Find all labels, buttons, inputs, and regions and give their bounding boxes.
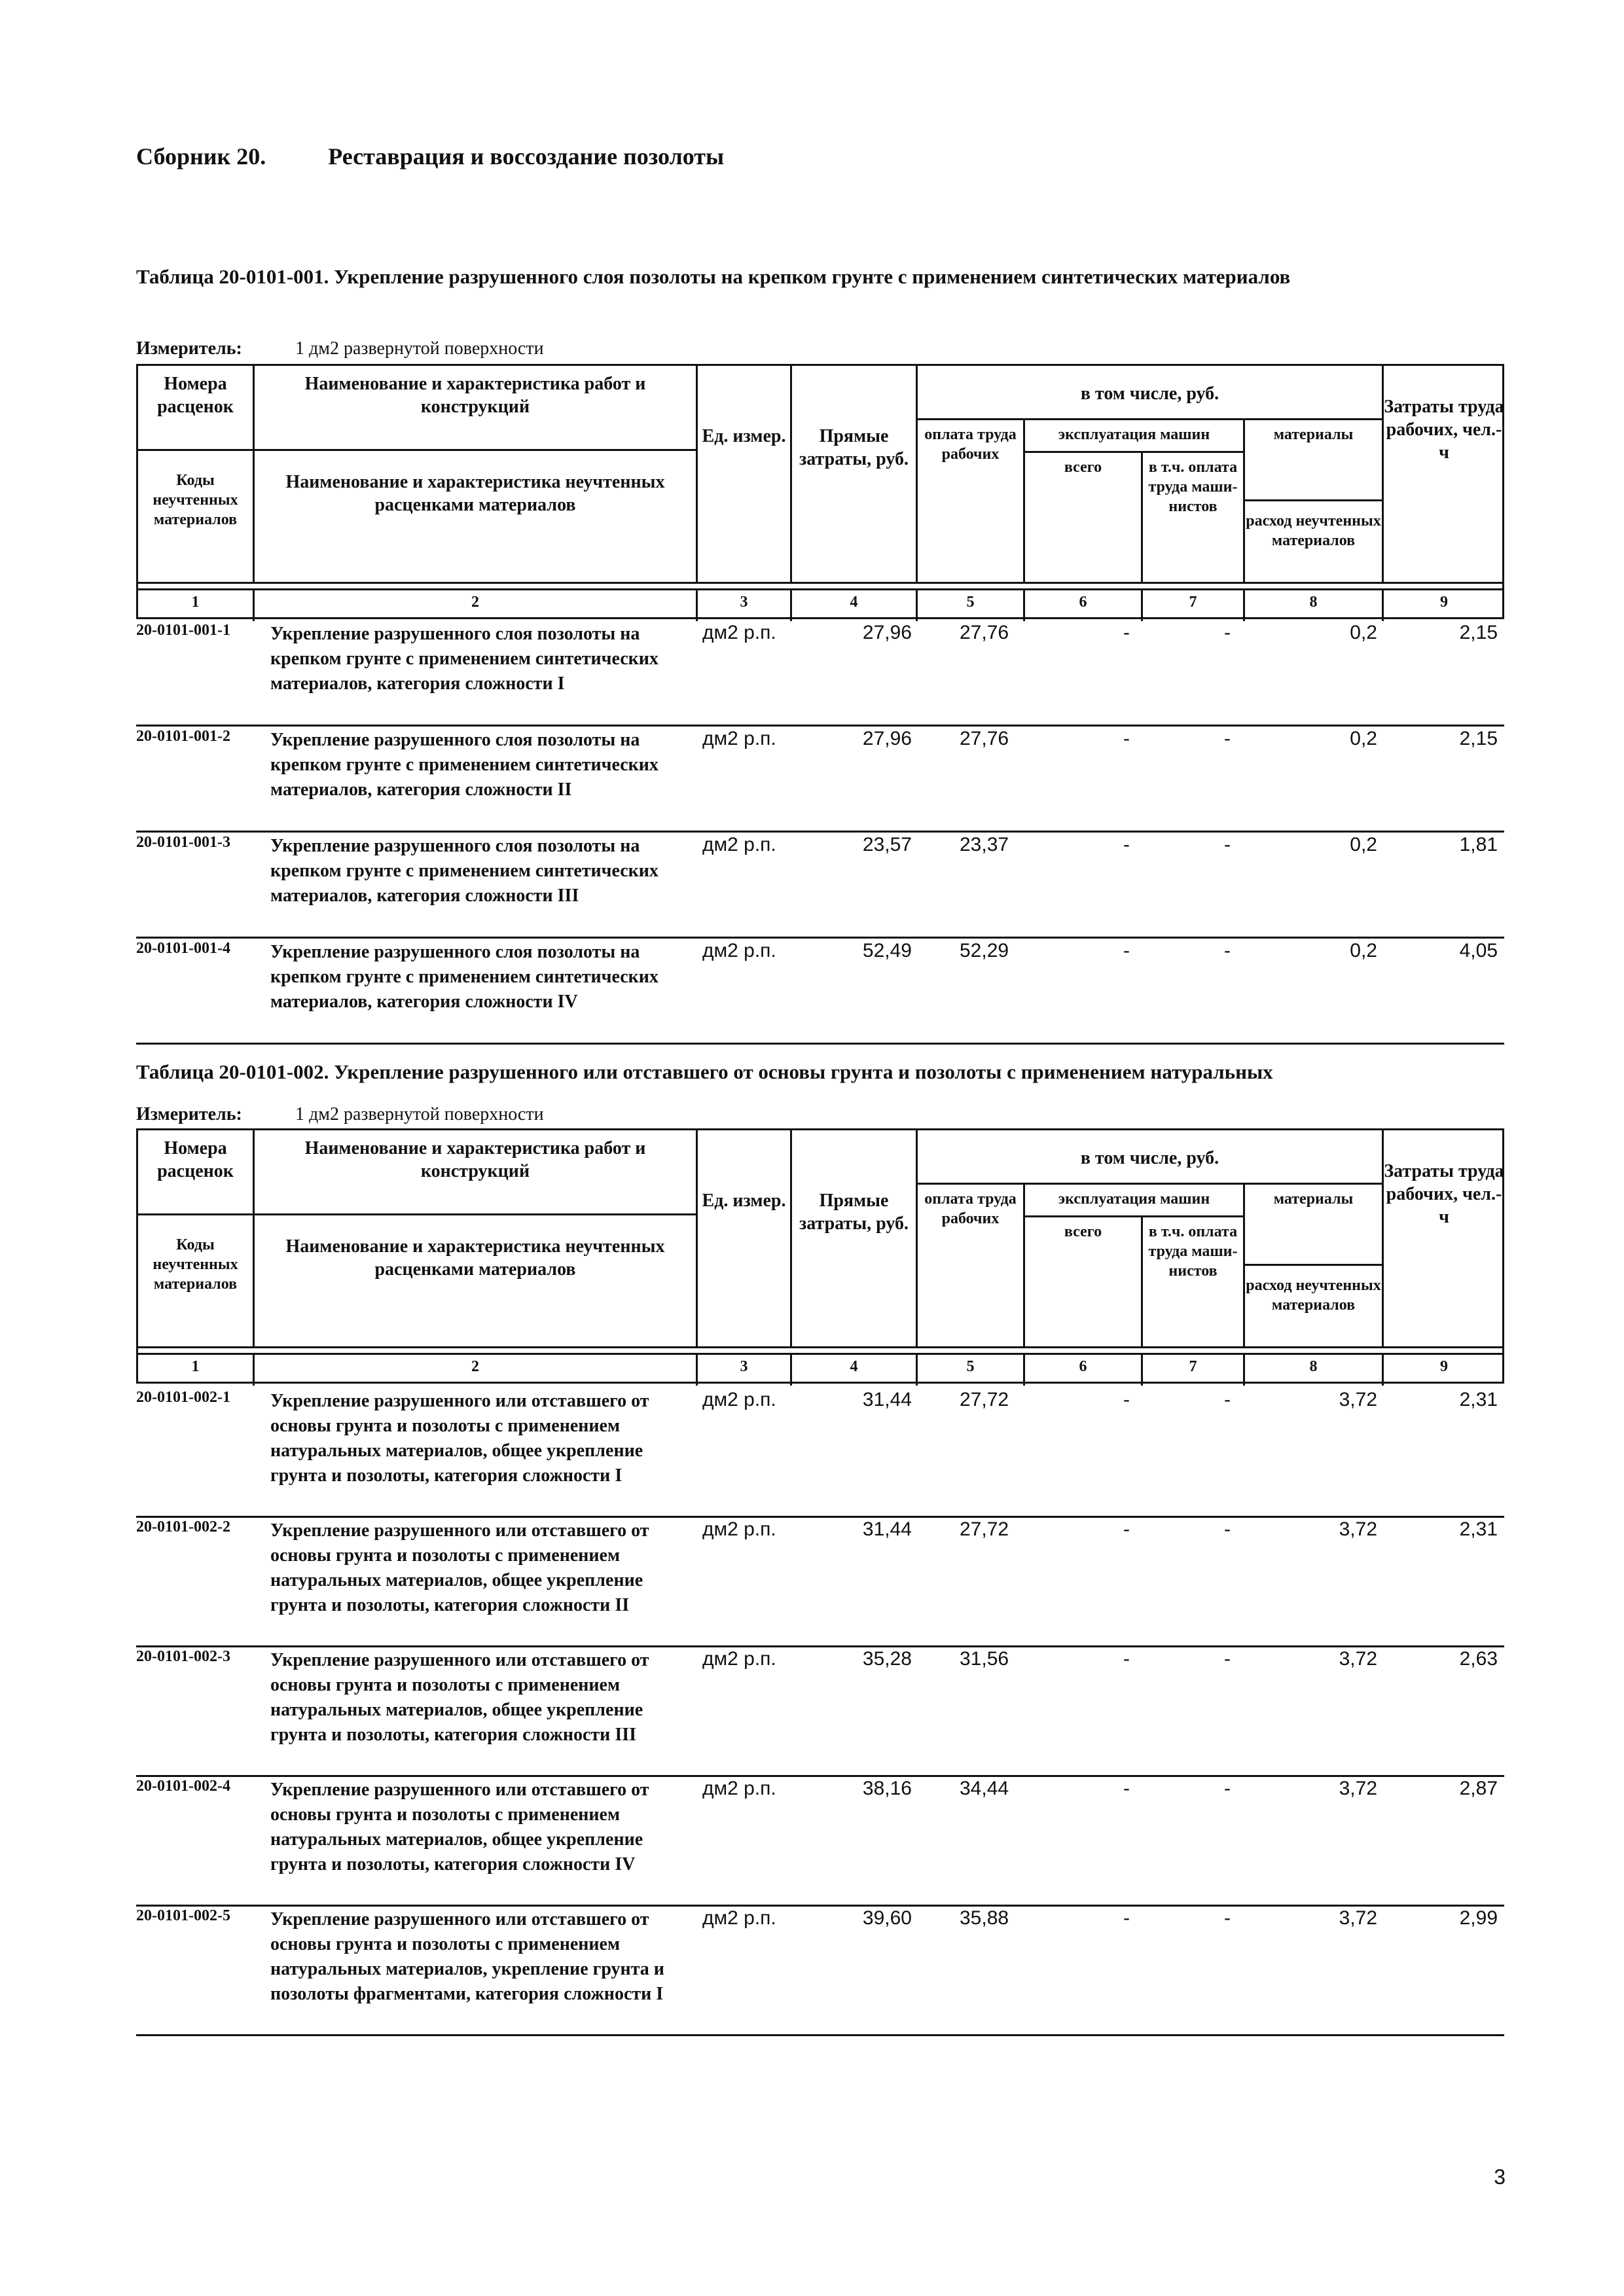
rate-materials: 0,2 [1350, 834, 1377, 855]
column-number: 2 [471, 1358, 479, 1375]
header-direct-costs: Прямые затраты, руб. [799, 426, 909, 469]
table-caption: Таблица 20-0101-002. Укрепление разрушенного или отставшего от основы грунта и позолоты с применением натуральных [136, 1060, 1273, 1083]
header-unaccounted-materials: расход неучтенных материалов [1246, 512, 1381, 549]
header-machine-operation: эксплуатация машин [1058, 426, 1210, 443]
column-number: 2 [471, 594, 479, 611]
column-number: 1 [191, 1358, 200, 1375]
rate-worker-pay: 23,37 [960, 834, 1009, 855]
table-row [136, 622, 1504, 728]
rate-name: Укрепление разрушенного слоя позолоты на крепком грунте с применением синтетических материалов, категория сложности IV [270, 942, 659, 1012]
header-unaccounted-materials: расход неучтенных материалов [1246, 1277, 1381, 1314]
header-unit: Ед. измер. [702, 426, 786, 446]
rate-worker-pay: 27,76 [960, 622, 1009, 643]
rate-machinist-pay: - [1224, 622, 1231, 643]
rate-labor-hours: 4,05 [1459, 940, 1498, 961]
rate-labor-hours: 2,87 [1459, 1778, 1498, 1799]
rate-worker-pay: 27,76 [960, 728, 1009, 749]
table-caption: Таблица 20-0101-001. Укрепление разрушенного слоя позолоты на крепком грунте с применением синтетических материалов [136, 265, 1291, 288]
rate-machine-total: - [1123, 1518, 1130, 1540]
header-material-codes: Коды неучтенных материалов [153, 1236, 238, 1293]
rate-name: Укрепление разрушенного или отставшего от основы грунта и позолоты с применением натуральных материалов, общее укрепление грунта и позолоты, категория сложности IV [270, 1780, 649, 1874]
rate-code: 20-0101-001-2 [136, 728, 230, 745]
rate-code: 20-0101-001-1 [136, 622, 230, 639]
header-rate-numbers: Номера расценок [157, 374, 234, 417]
rate-worker-pay: 34,44 [960, 1778, 1009, 1799]
rate-materials: 0,2 [1350, 622, 1377, 643]
rate-materials: 3,72 [1339, 1518, 1377, 1540]
header-labor-hours: Затраты труда рабочих, чел.-ч [1384, 397, 1504, 463]
rate-machinist-pay: - [1224, 1778, 1231, 1799]
measure-value: 1 дм2 развернутой поверхности [295, 1104, 544, 1124]
column-number: 4 [850, 594, 858, 611]
column-number: 7 [1189, 594, 1197, 611]
rate-materials: 3,72 [1339, 1389, 1377, 1410]
header-worker-pay: оплата труда рабочих [924, 1191, 1017, 1227]
rate-materials: 3,72 [1339, 1907, 1377, 1929]
rate-direct-costs: 31,44 [862, 1518, 912, 1540]
rate-machine-total: - [1123, 834, 1130, 855]
header-direct-costs: Прямые затраты, руб. [799, 1191, 909, 1234]
rate-labor-hours: 1,81 [1459, 834, 1498, 855]
column-number: 8 [1309, 594, 1318, 611]
rate-code: 20-0101-002-3 [136, 1648, 230, 1665]
column-number: 4 [850, 1358, 858, 1375]
rate-code: 20-0101-002-2 [136, 1518, 230, 1535]
header-including: в том числе, руб. [1080, 1148, 1219, 1168]
rate-labor-hours: 2,99 [1459, 1907, 1498, 1929]
rate-materials: 0,2 [1350, 940, 1377, 961]
header-machine-total: всего [1064, 1223, 1102, 1240]
rate-direct-costs: 39,60 [862, 1907, 912, 1929]
rate-labor-hours: 2,15 [1459, 622, 1498, 643]
column-number: 5 [966, 594, 975, 611]
rate-machinist-pay: - [1224, 834, 1231, 855]
rate-machine-total: - [1123, 1648, 1130, 1670]
column-number: 1 [191, 594, 200, 611]
header-work-name: Наименование и характеристика работ и конструкций [304, 1138, 646, 1181]
table-row [136, 1778, 1504, 1907]
page-number: 3 [1494, 2165, 1506, 2189]
header-work-name: Наименование и характеристика работ и конструкций [304, 374, 646, 417]
column-number: 6 [1079, 1358, 1087, 1375]
rate-machinist-pay: - [1224, 1389, 1231, 1410]
rate-machinist-pay: - [1224, 940, 1231, 961]
rate-unit: дм2 р.п. [702, 1907, 776, 1929]
rate-unit: дм2 р.п. [702, 834, 776, 855]
column-number: 3 [740, 594, 748, 611]
rate-name: Укрепление разрушенного слоя позолоты на крепком грунте с применением синтетических материалов, категория сложности I [270, 624, 659, 694]
header-machine-total: всего [1064, 459, 1102, 476]
column-number: 9 [1440, 594, 1448, 611]
column-number: 5 [966, 1358, 975, 1375]
rate-name: Укрепление разрушенного или отставшего от основы грунта и позолоты с применением натуральных материалов, общее укрепление грунта и позолоты, категория сложности I [270, 1391, 649, 1486]
table-header [136, 1128, 1504, 1384]
collection-heading [136, 143, 724, 170]
header-material-name: Наименование и характеристика неучтенных расценками материалов [285, 1236, 665, 1280]
rate-machine-total: - [1123, 622, 1130, 643]
rate-labor-hours: 2,15 [1459, 728, 1498, 749]
header-machine-operation: эксплуатация машин [1058, 1191, 1210, 1208]
rate-labor-hours: 2,31 [1459, 1389, 1498, 1410]
header-worker-pay: оплата труда рабочих [924, 426, 1017, 463]
measure-line [136, 1104, 544, 1125]
rate-direct-costs: 35,28 [862, 1648, 912, 1670]
table-header [136, 364, 1504, 619]
rate-machine-total: - [1123, 1907, 1130, 1929]
rate-machinist-pay: - [1224, 728, 1231, 749]
rate-unit: дм2 р.п. [702, 728, 776, 749]
column-number: 6 [1079, 594, 1087, 611]
rate-worker-pay: 35,88 [960, 1907, 1009, 1929]
rate-unit: дм2 р.п. [702, 1778, 776, 1799]
column-number: 7 [1189, 1358, 1197, 1375]
rate-name: Укрепление разрушенного слоя позолоты на крепком грунте с применением синтетических материалов, категория сложности III [270, 836, 659, 906]
table-row [136, 940, 1504, 1046]
rate-machine-total: - [1123, 1778, 1130, 1799]
rate-worker-pay: 27,72 [960, 1518, 1009, 1540]
rate-unit: дм2 р.п. [702, 1389, 776, 1410]
header-unit: Ед. измер. [702, 1191, 786, 1211]
rate-code: 20-0101-002-5 [136, 1907, 230, 1924]
rate-machine-total: - [1123, 728, 1130, 749]
table-row [136, 728, 1504, 834]
rate-direct-costs: 38,16 [862, 1778, 912, 1799]
rate-worker-pay: 52,29 [960, 940, 1009, 961]
rate-materials: 3,72 [1339, 1648, 1377, 1670]
rate-name: Укрепление разрушенного или отставшего от основы грунта и позолоты с применением натуральных материалов, общее укрепление грунта и позолоты, категория сложности III [270, 1650, 649, 1745]
rate-worker-pay: 31,56 [960, 1648, 1009, 1670]
measure-label: Измеритель: [136, 1104, 242, 1124]
rate-direct-costs: 23,57 [862, 834, 912, 855]
rate-name: Укрепление разрушенного или отставшего от основы грунта и позолоты с применением натуральных материалов, общее укрепление грунта и позолоты, категория сложности II [270, 1520, 649, 1615]
rate-machinist-pay: - [1224, 1907, 1231, 1929]
rate-code: 20-0101-001-4 [136, 940, 230, 957]
measure-line [136, 338, 544, 359]
header-materials: материалы [1273, 1191, 1354, 1208]
header-machinist-pay: в т.ч. оплата труда маши-нистов [1148, 1223, 1238, 1280]
rate-machinist-pay: - [1224, 1518, 1231, 1540]
rate-machinist-pay: - [1224, 1648, 1231, 1670]
rate-unit: дм2 р.п. [702, 940, 776, 961]
rate-labor-hours: 2,31 [1459, 1518, 1498, 1540]
column-number: 8 [1309, 1358, 1318, 1375]
table-row [136, 1389, 1504, 1518]
rate-direct-costs: 27,96 [862, 622, 912, 643]
rate-machine-total: - [1123, 940, 1130, 961]
rate-worker-pay: 27,72 [960, 1389, 1009, 1410]
rate-code: 20-0101-002-1 [136, 1389, 230, 1406]
column-number: 3 [740, 1358, 748, 1375]
rate-name: Укрепление разрушенного или отставшего от основы грунта и позолоты с применением натуральных материалов, укрепление грунта и позолоты фрагментами, категория сложности I [270, 1909, 664, 2004]
table-row [136, 1907, 1504, 2037]
rate-labor-hours: 2,63 [1459, 1648, 1498, 1670]
rate-code: 20-0101-002-4 [136, 1778, 230, 1795]
header-materials: материалы [1273, 426, 1354, 443]
header-labor-hours: Затраты труда рабочих, чел.-ч [1384, 1161, 1504, 1227]
measure-label: Измеритель: [136, 338, 242, 359]
rate-name: Укрепление разрушенного слоя позолоты на крепком грунте с применением синтетических материалов, категория сложности II [270, 730, 659, 800]
header-material-name: Наименование и характеристика неучтенных расценками материалов [285, 472, 665, 515]
rate-unit: дм2 р.п. [702, 1518, 776, 1540]
rate-unit: дм2 р.п. [702, 622, 776, 643]
collection-title: Реставрация и воссоздание позолоты [328, 143, 725, 170]
rate-direct-costs: 31,44 [862, 1389, 912, 1410]
collection-label: Сборник 20. [136, 143, 266, 170]
rate-code: 20-0101-001-3 [136, 834, 230, 851]
header-rate-numbers: Номера расценок [157, 1138, 234, 1181]
header-material-codes: Коды неучтенных материалов [153, 472, 238, 528]
table-row [136, 834, 1504, 940]
table-row [136, 1648, 1504, 1778]
rate-direct-costs: 27,96 [862, 728, 912, 749]
table-row [136, 1518, 1504, 1648]
rate-materials: 3,72 [1339, 1778, 1377, 1799]
header-machinist-pay: в т.ч. оплата труда маши-нистов [1148, 459, 1238, 515]
column-number: 9 [1440, 1358, 1448, 1375]
rate-direct-costs: 52,49 [862, 940, 912, 961]
measure-value: 1 дм2 развернутой поверхности [295, 338, 544, 359]
header-including: в том числе, руб. [1080, 384, 1219, 404]
rate-materials: 0,2 [1350, 728, 1377, 749]
rate-unit: дм2 р.п. [702, 1648, 776, 1670]
rate-machine-total: - [1123, 1389, 1130, 1410]
